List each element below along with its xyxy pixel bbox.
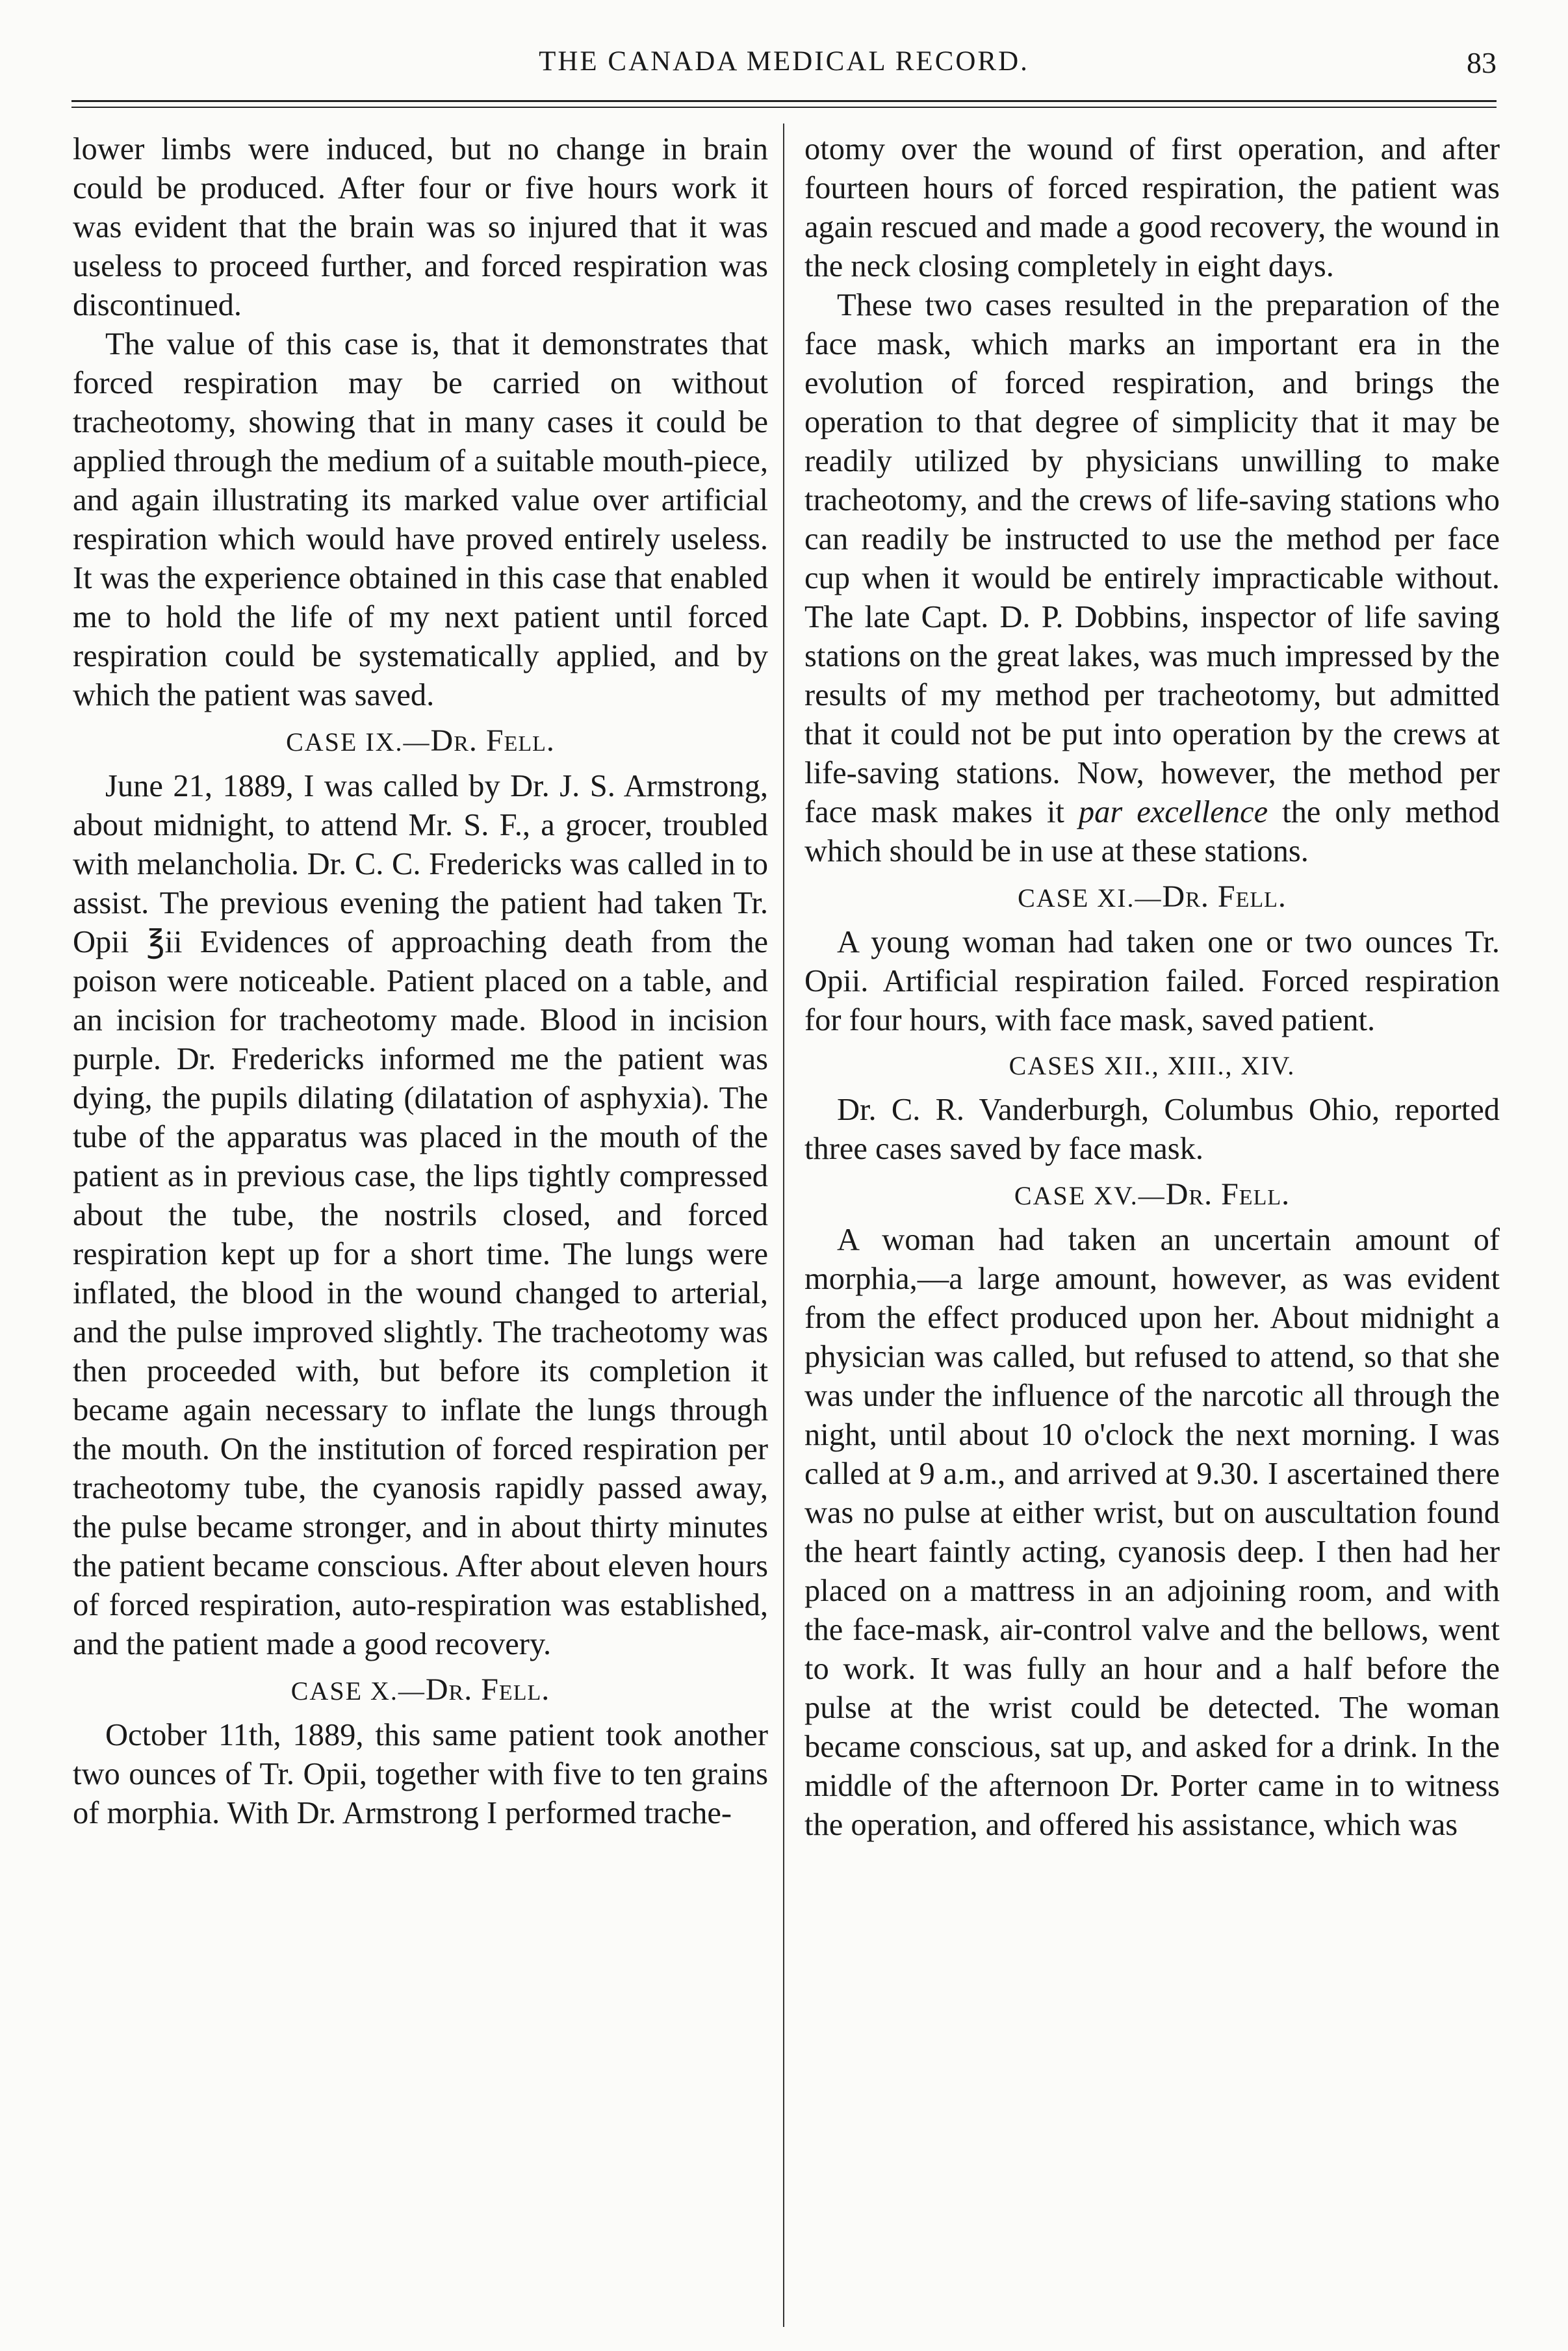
column-divider — [783, 123, 784, 2327]
italic-phrase: par excellence — [1078, 795, 1268, 829]
journal-title: THE CANADA MEDICAL RECORD. — [539, 46, 1029, 77]
case-doctor: Dr. Fell. — [425, 1672, 550, 1707]
paragraph: The value of this case is, that it demonstrates that forced respiration may be carried on without tracheotomy, showing that in many cases it could be applied through the medium of a suitable mouth-piece, and again illustrating its marked value over artificial respiration which would have proved entirely useless. It was the experience obtained in this case that enabled me to hold the life of my next patient until forced respiration could be systematically applied, and by which the patient was saved. — [73, 327, 768, 712]
paragraph-text: These two cases resulted in the preparation of the face mask, which marks an important era in the evolution of forced respiration, and brings the operation to that degree of simplicity that it may be readily utilized by physicians unwilling to make tracheotomy, and the crews of life-saving stations who can readily be instructed to use the method per face cup when it would be entirely impracticable without. The late Capt. D. P. Dobbins, inspector of life saving stations on the great lakes, was much impressed by the results of my method per tracheotomy, but admitted that it could not be put into operation by the crews at life-saving stations. Now, however, the method per face mask makes it — [804, 288, 1500, 829]
paragraph: lower limbs were induced, but no change in brain could be produced. After four or five hours work it was evident that the brain was so injured that it was useless to proceed further, and forced respiration was discontinued. — [73, 132, 768, 322]
case-label: CASES XII., XIII., XIV. — [1009, 1051, 1296, 1080]
header-rule-top — [71, 100, 1497, 102]
left-column — [73, 130, 768, 1833]
case-heading — [804, 1176, 1500, 1214]
case-heading — [73, 723, 768, 760]
case-label: CASE XV.— — [1014, 1181, 1166, 1210]
paragraph: otomy over the wound of first operation, and after fourteen hours of forced respiration, the patient was again rescued and made a good recovery, the wound in the neck closing completely in eight days. — [804, 132, 1500, 283]
page-number: 83 — [1467, 46, 1497, 79]
case-doctor: Dr. Fell. — [1162, 879, 1287, 914]
header-rule-bottom — [71, 107, 1497, 108]
paragraph: Dr. C. R. Vanderburgh, Columbus Ohio, reported three cases saved by face mask. — [804, 1093, 1500, 1166]
case-heading — [73, 1672, 768, 1709]
case-label: CASE X.— — [290, 1676, 426, 1706]
paragraph: October 11th, 1889, this same patient took another two ounces of Tr. Opii, together with five to ten grains of morphia. With Dr. Armstrong I performed trache- — [73, 1718, 768, 1830]
paragraph: A young woman had taken one or two ounces Tr. Opii. Artificial respiration failed. Forced respiration for four hours, with face mask, saved patient. — [804, 925, 1500, 1037]
paragraph — [804, 286, 1500, 871]
paragraph-text: the only method which should be in use at these stations. — [804, 795, 1500, 868]
case-label: CASE IX.— — [286, 727, 431, 757]
case-doctor: Dr. Fell. — [1165, 1177, 1291, 1212]
case-doctor: Dr. Fell. — [430, 723, 555, 758]
right-column — [804, 130, 1500, 1845]
running-head — [71, 45, 1497, 91]
case-heading — [804, 879, 1500, 916]
paragraph: A woman had taken an uncertain amount of morphia,—a large amount, however, as was evident from the effect produced upon her. About midnight a physician was called, but refused to attend, so that she was under the influence of the narcotic all through the night, until about 10 o'clock the next morning. I was called at 9 a.m., and arrived at 9.30. I ascertained there was no pulse at either wrist, but on auscultation found the heart faintly acting, cyanosis deep. I then had her placed on a mattress in an adjoining room, and with the face-mask, air-control valve and the bellows, went to work. It was fully an hour and a half before the pulse at the wrist could be detected. The woman became conscious, sat up, and asked for a drink. In the middle of the afternoon Dr. Porter came in to witness the operation, and offered his assistance, which was — [804, 1223, 1500, 1842]
case-heading — [804, 1048, 1500, 1084]
paragraph: June 21, 1889, I was called by Dr. J. S. Armstrong, about midnight, to attend Mr. S. F., a grocer, troubled with melancholia. Dr. C. C. Fredericks was called in to assist. The previous evening the patient had taken Tr. Opii ℥ii Evidences of approaching death from the poison were noticeable. Patient placed on a table, and an incision for tracheotomy made. Blood in incision purple. Dr. Fredericks informed me the patient was dying, the pupils dilating (dilatation of asphyxia). The tube of the apparatus was placed in the mouth of the patient as in previous case, the lips tightly compressed about the tube, the nostrils closed, and forced respiration kept up for a short time. The lungs were inflated, the blood in the wound changed to arterial, and the pulse improved slightly. The tracheotomy was then proceeded with, but before its completion it became again necessary to inflate the lungs through the mouth. On the institution of forced respiration per tracheotomy tube, the cyanosis rapidly passed away, the pulse became stronger, and in about thirty minutes the patient became conscious. After about eleven hours of forced respiration, auto-respiration was established, and the patient made a good recovery. — [73, 769, 768, 1661]
case-label: CASE XI.— — [1018, 883, 1163, 913]
